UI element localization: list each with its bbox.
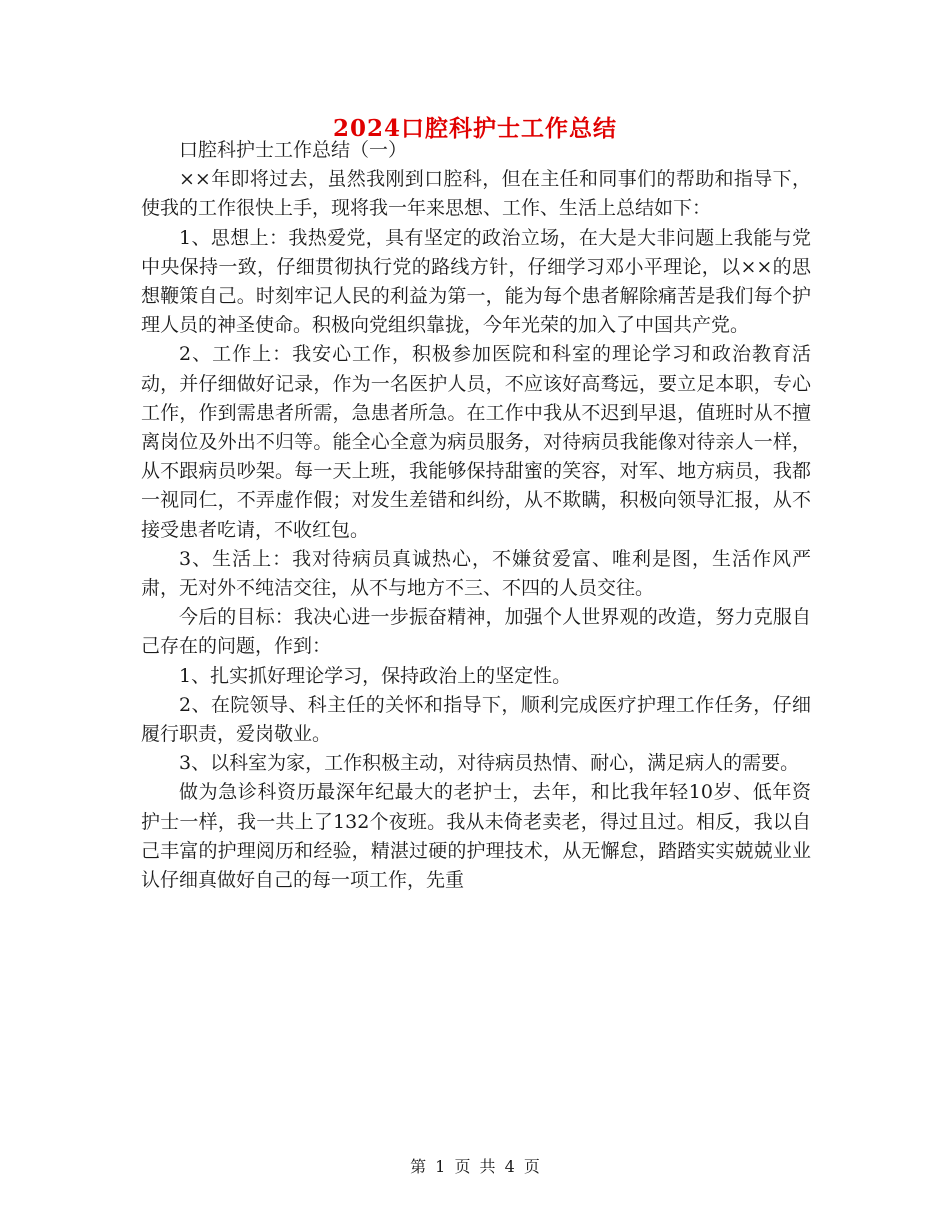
paragraph-goals: 今后的目标：我决心进一步振奋精神，加强个人世界观的改造，努力克服自己存在的问题，作到： xyxy=(141,606,811,658)
paragraph-work: 2、工作上：我安心工作，积极参加医院和科室的理论学习和政治教育活动，并仔细做好记录，作为一名医护人员，不应该好高骛远，要立足本职，专心工作，作到需患者所需，急患者所急。在工作中我从不迟到早退，值班时从不擅离岗位及外出不归等。能全心全意为病员服务，对待病员我能像对待亲人一样，从不跟病员吵架。每一天上班，我能够保持甜蜜的笑容，对军、地方病员，我都一视同仁，不弄虚作假；对发生差错和纠纷，从不欺瞒，积极向领导汇报，从不接受患者吃请，不收红包。 xyxy=(141,343,811,541)
paragraph-goal-2: 2、在院领导、科主任的关怀和指导下，顺利完成医疗护理工作任务，仔细履行职责，爱岗敬业。 xyxy=(141,693,811,746)
paragraph-intro: ××年即将过去，虽然我刚到口腔科，但在主任和同事们的帮助和指导下，使我的工作很快上手，现将我一年来思想、工作、生活上总结如下： xyxy=(141,168,811,220)
paragraph-life: 3、生活上：我对待病员真诚热心，不嫌贫爱富、唯利是图，生活作风严肃，无对外不纯洁交往，从不与地方不三、不四的人员交往。 xyxy=(141,547,811,600)
paragraph-ideology: 1、思想上：我热爱党，具有坚定的政治立场，在大是大非问题上我能与党中央保持一致，仔细贯彻执行党的路线方针，仔细学习邓小平理论，以××的思想鞭策自己。时刻牢记人民的利益为第一，能为每个患者解除痛苦是我们每个护理人员的神圣使命。积极向党组织靠拢，今年光荣的加入了中国共产党。 xyxy=(141,226,811,337)
document-title: 2024口腔科护士工作总结 xyxy=(332,115,617,142)
paragraph-goal-1: 1、扎实抓好理论学习，保持政治上的坚定性。 xyxy=(179,664,572,687)
paragraph-goal-3: 3、以科室为家，工作积极主动，对待病员热情、耐心，满足病人的需要。 xyxy=(179,752,800,775)
paragraph-experience: 做为急诊科资历最深年纪最大的老护士，去年，和比我年轻10岁、低年资护士一样，我一共上了132个夜班。我从未倚老卖老，得过且过。相反，我以自己丰富的护理阅历和经验，精湛过硬的护理技术，从无懈怠，踏踏实实兢兢业业认仔细真做好自己的每一项工作，先重 xyxy=(141,781,811,892)
page-footer: 第 1 页 共 4 页 xyxy=(410,1157,540,1176)
section-heading: 口腔科护士工作总结（一） xyxy=(179,139,408,161)
document-body xyxy=(141,136,811,895)
